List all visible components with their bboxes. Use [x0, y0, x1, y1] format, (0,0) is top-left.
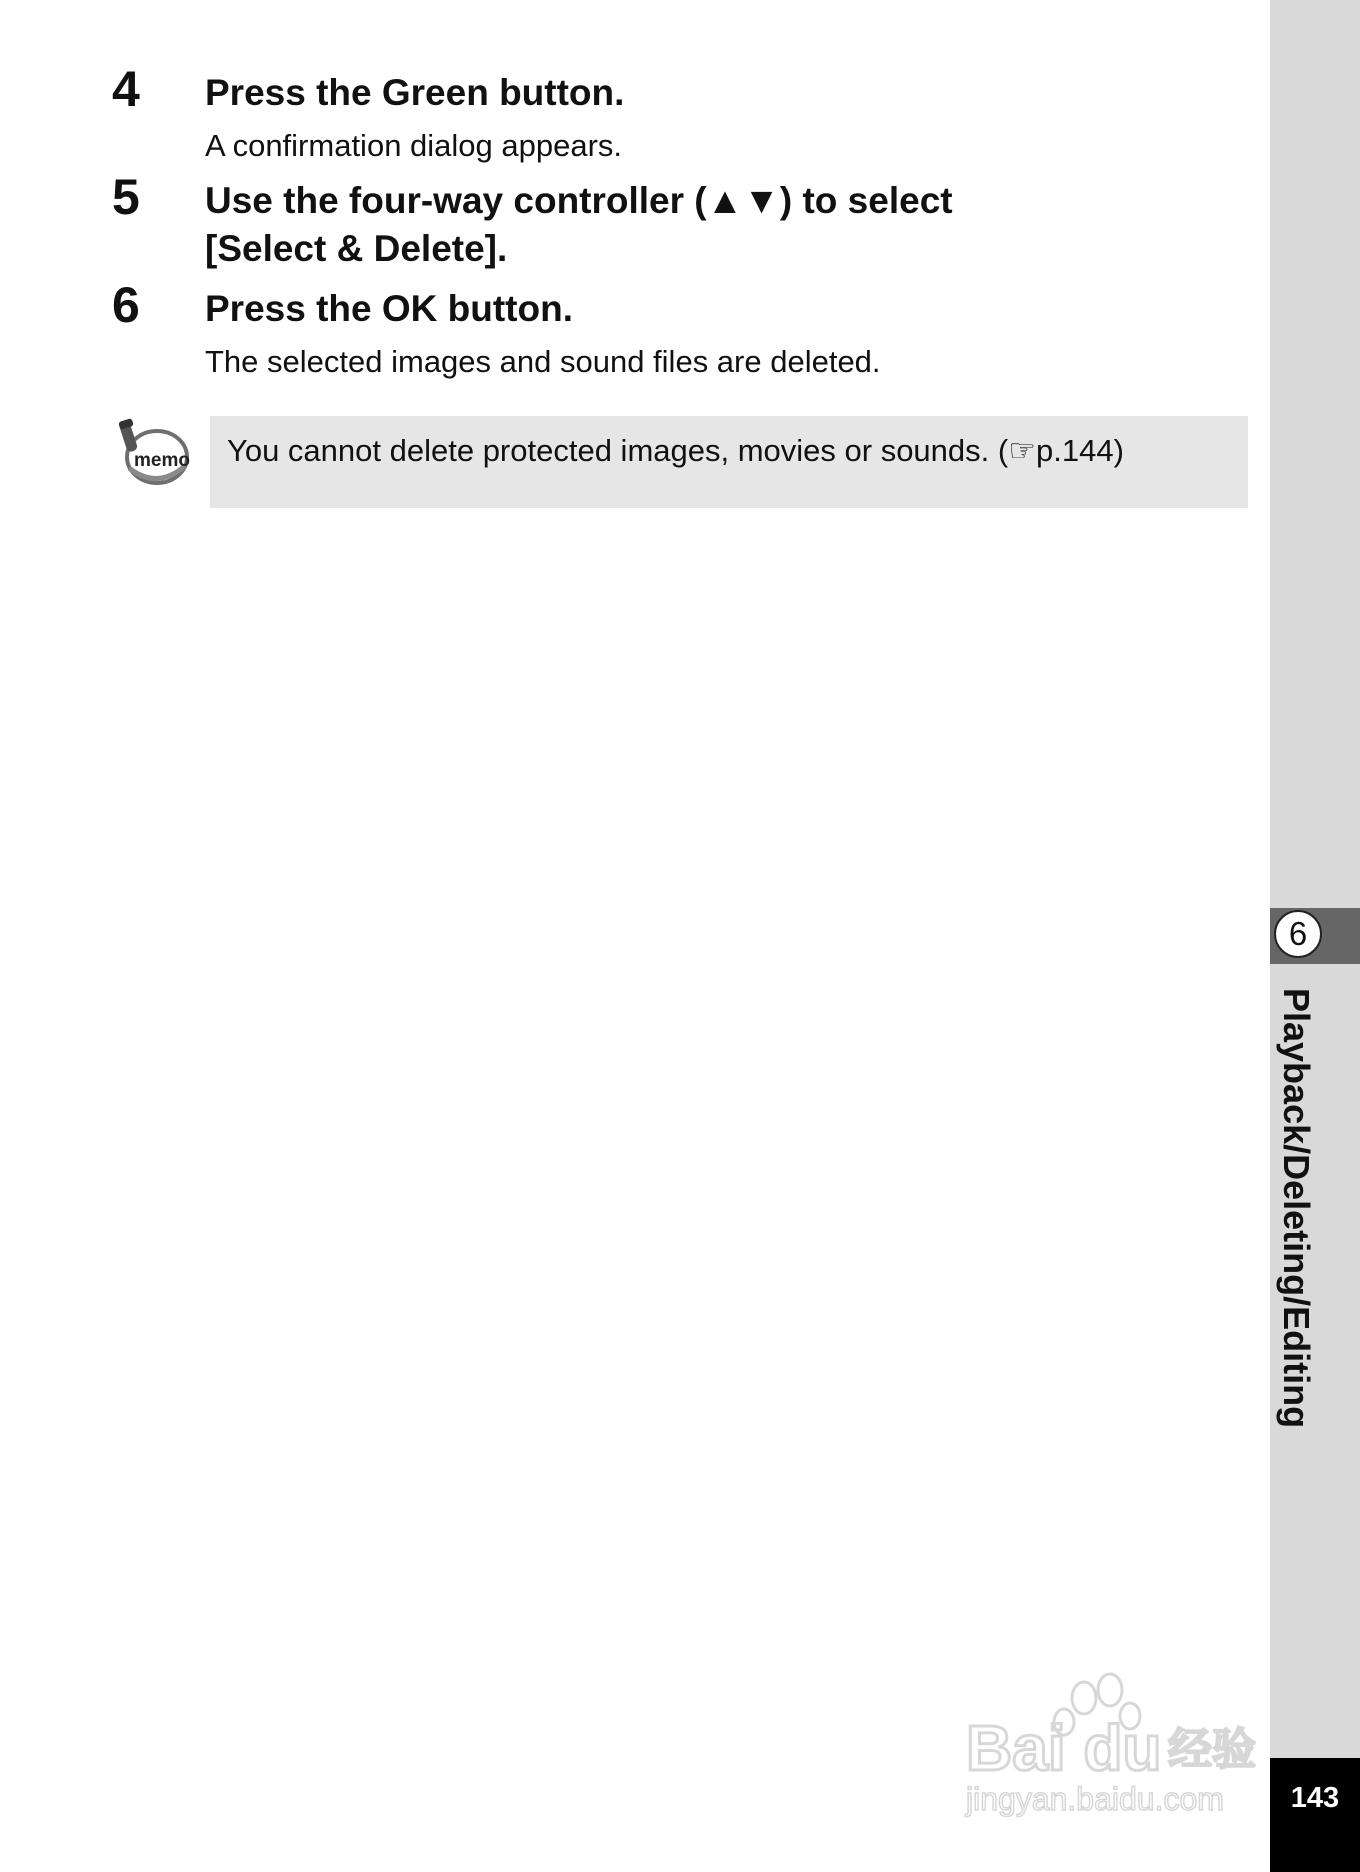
- step-number-5: 5: [112, 169, 140, 225]
- memo-icon: [114, 418, 190, 486]
- step-5-title-line2: [Select & Delete].: [205, 228, 508, 269]
- page-number-box: [1270, 1758, 1360, 1872]
- chapter-title: Playback/Deleting/Editing: [1276, 988, 1317, 1429]
- watermark-chinese: 经验: [1168, 1724, 1256, 1775]
- step-4-description: A confirmation dialog appears.: [205, 128, 623, 163]
- step-number-4: 4: [112, 61, 140, 117]
- memo-text: You cannot delete protected images, movies or sounds. (☞p.144): [227, 433, 1124, 468]
- step-5-title-line1: Use the four-way controller (▲▼) to select: [205, 180, 953, 221]
- memo-icon-label: memo: [134, 450, 190, 471]
- memo-box: [210, 416, 1248, 508]
- step-6-title: Press the OK button.: [205, 288, 573, 329]
- page-number: 143: [1290, 1782, 1340, 1814]
- step-4-title: Press the Green button.: [205, 72, 625, 113]
- step-6-description: The selected images and sound files are deleted.: [205, 344, 881, 379]
- watermark-brand: Bai du: [966, 1712, 1162, 1784]
- chapter-number: 6: [1274, 910, 1322, 958]
- watermark-url: jingyan.baidu.com: [966, 1781, 1224, 1817]
- step-number-6: 6: [112, 277, 140, 333]
- baidu-watermark: [960, 1660, 1280, 1820]
